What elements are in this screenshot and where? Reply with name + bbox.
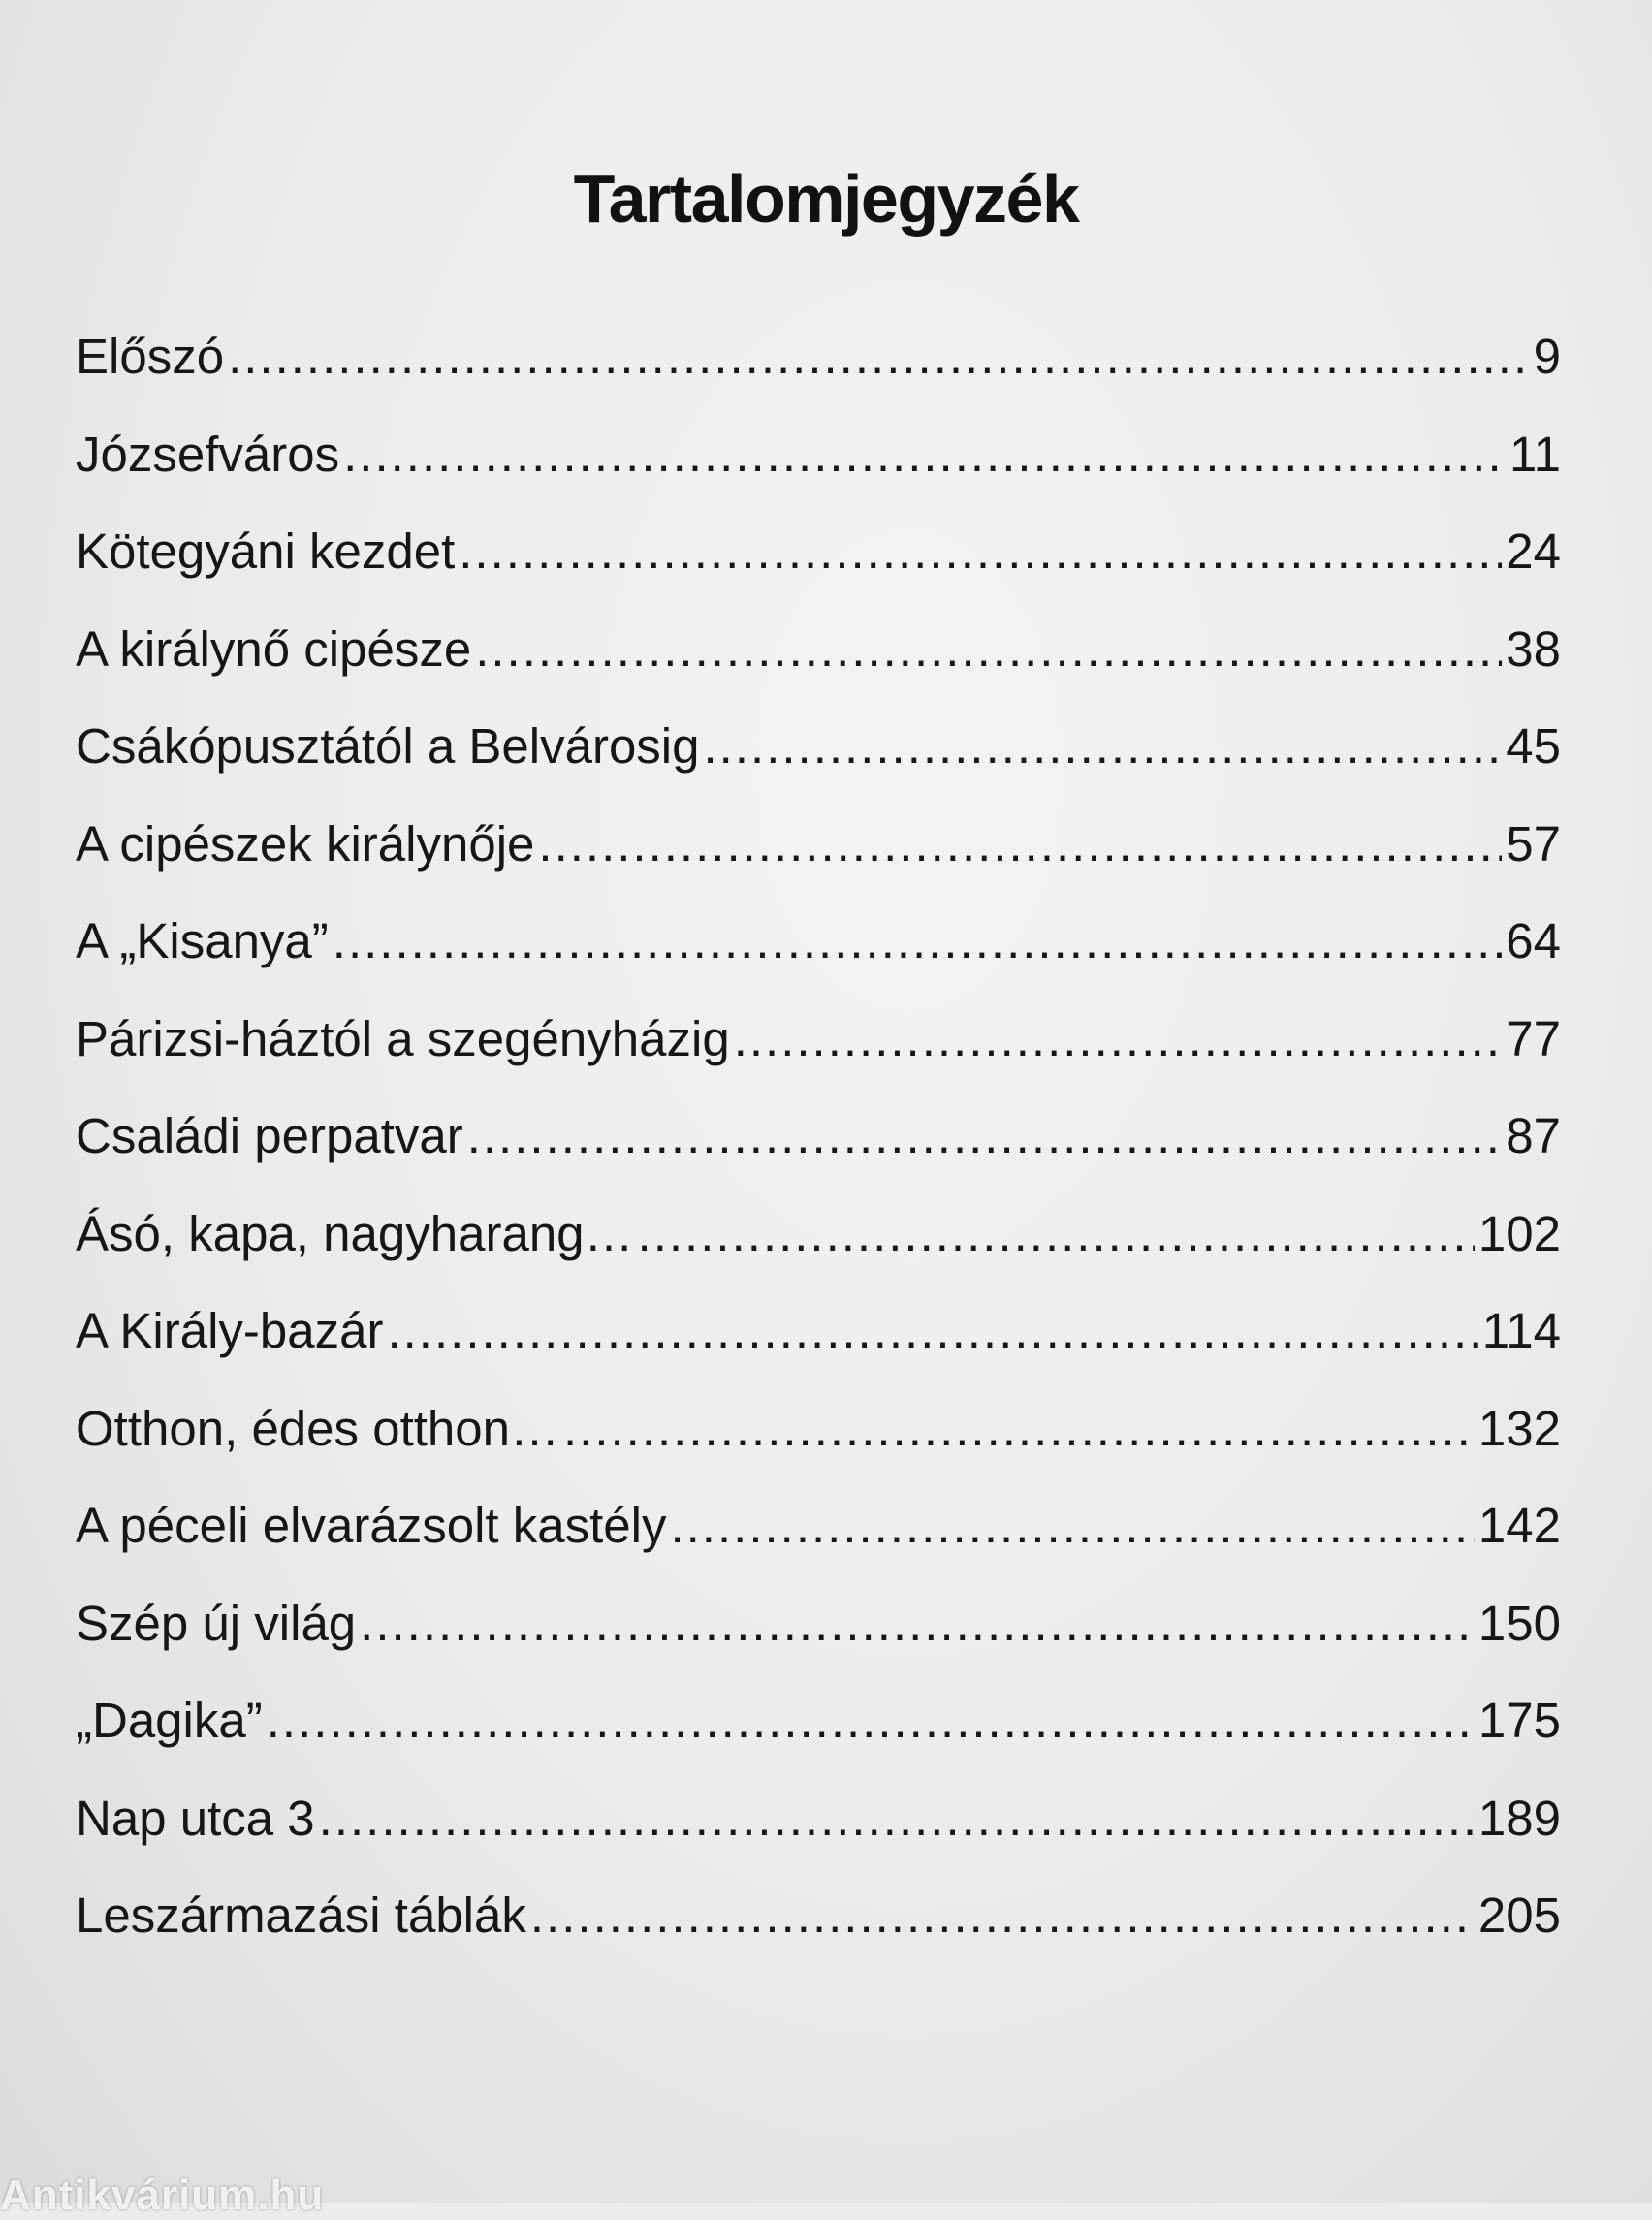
toc-entry-page: 64 bbox=[1506, 913, 1561, 968]
toc-leader-dots bbox=[459, 503, 1502, 601]
toc-leader-dots bbox=[360, 1575, 1475, 1673]
toc-entry bbox=[76, 893, 1561, 991]
toc-entry-title: Leszármazási táblák bbox=[76, 1887, 526, 1943]
toc-leader-dots bbox=[638, 1186, 1475, 1284]
toc-entry bbox=[76, 1186, 1561, 1284]
toc-entry-title: A Király-bazár bbox=[76, 1303, 384, 1358]
toc-entry bbox=[76, 601, 1561, 699]
toc-entry bbox=[76, 1283, 1561, 1380]
toc-entry-title: A cipészek királynője bbox=[76, 815, 535, 872]
toc-entry-page: 45 bbox=[1506, 718, 1561, 774]
toc-entry bbox=[76, 796, 1561, 894]
toc-entry bbox=[76, 1088, 1561, 1186]
toc-entry-title: Kötegyáni kezdet bbox=[76, 523, 456, 579]
toc-entry bbox=[76, 991, 1561, 1089]
toc-entry-page: 175 bbox=[1477, 1693, 1561, 1748]
toc-entry bbox=[76, 1380, 1561, 1478]
toc-leader-dots bbox=[704, 698, 1503, 796]
toc-leader-dots bbox=[734, 991, 1503, 1089]
toc-leader-dots bbox=[475, 601, 1502, 699]
toc-entry-page: 142 bbox=[1477, 1498, 1561, 1553]
toc-entry-page: 77 bbox=[1506, 1010, 1561, 1066]
toc-entry-title: A „Kisanya” bbox=[76, 913, 329, 968]
toc-leader-dots bbox=[228, 308, 1530, 406]
toc-entry bbox=[76, 1575, 1561, 1673]
toc-entry bbox=[76, 406, 1561, 504]
toc-entry bbox=[76, 1867, 1561, 1965]
toc-entry-page: 87 bbox=[1506, 1108, 1561, 1163]
toc-leader-dots bbox=[319, 1770, 1475, 1868]
toc-entry-page: 24 bbox=[1506, 523, 1561, 579]
toc-entry-title: A királynő cipésze bbox=[76, 620, 472, 677]
toc-entry-title: Ásó, kapa, nagyharang… bbox=[76, 1205, 634, 1261]
toc-entry-title: Párizsi-háztól a szegényházig bbox=[76, 1010, 730, 1066]
toc-leader-dots bbox=[343, 406, 1506, 504]
toc-leader-dots bbox=[333, 893, 1502, 991]
watermark: Antikvárium.hu bbox=[0, 2172, 325, 2219]
toc-entry bbox=[76, 1672, 1561, 1770]
toc-entry-page: 11 bbox=[1509, 426, 1561, 482]
toc-entry-page: 150 bbox=[1477, 1595, 1561, 1651]
table-of-contents bbox=[76, 308, 1561, 1965]
toc-entry-page: 102 bbox=[1477, 1205, 1561, 1261]
toc-leader-dots bbox=[387, 1283, 1477, 1380]
toc-entry bbox=[76, 308, 1561, 406]
toc-leader-dots bbox=[267, 1672, 1475, 1770]
toc-leader-dots bbox=[530, 1867, 1475, 1965]
toc-entry-title: Otthon, édes otthon… bbox=[76, 1400, 559, 1456]
toc-entry bbox=[76, 1770, 1561, 1868]
toc-entry-title: Nap utca 3 bbox=[76, 1790, 315, 1846]
toc-entry bbox=[76, 698, 1561, 796]
toc-entry-page: 114 bbox=[1481, 1303, 1561, 1358]
toc-entry bbox=[76, 1477, 1561, 1575]
toc-entry-title: Előszó bbox=[76, 329, 225, 384]
toc-entry-title: A péceli elvarázsolt kastély bbox=[76, 1498, 667, 1553]
toc-entry-page: 57 bbox=[1506, 815, 1561, 872]
toc-leader-dots bbox=[538, 796, 1502, 894]
toc-entry bbox=[76, 503, 1561, 601]
page-title: Tartalomjegyzék bbox=[573, 161, 1079, 237]
toc-entry-page: 38 bbox=[1506, 620, 1561, 677]
toc-entry-title: Családi perpatvar bbox=[76, 1108, 463, 1163]
toc-entry-title: „Dagika” bbox=[76, 1693, 263, 1748]
toc-entry-page: 132 bbox=[1477, 1400, 1561, 1456]
toc-entry-page: 189 bbox=[1477, 1790, 1561, 1846]
toc-entry-title: Csákópusztától a Belvárosig bbox=[76, 718, 700, 774]
toc-entry-title: Józsefváros bbox=[76, 426, 340, 482]
toc-entry-page: 9 bbox=[1533, 329, 1561, 384]
toc-leader-dots bbox=[563, 1380, 1475, 1478]
toc-entry-title: Szép új világ bbox=[76, 1595, 357, 1651]
toc-leader-dots bbox=[670, 1477, 1474, 1575]
toc-leader-dots bbox=[467, 1088, 1503, 1186]
toc-entry-page: 205 bbox=[1477, 1887, 1561, 1943]
